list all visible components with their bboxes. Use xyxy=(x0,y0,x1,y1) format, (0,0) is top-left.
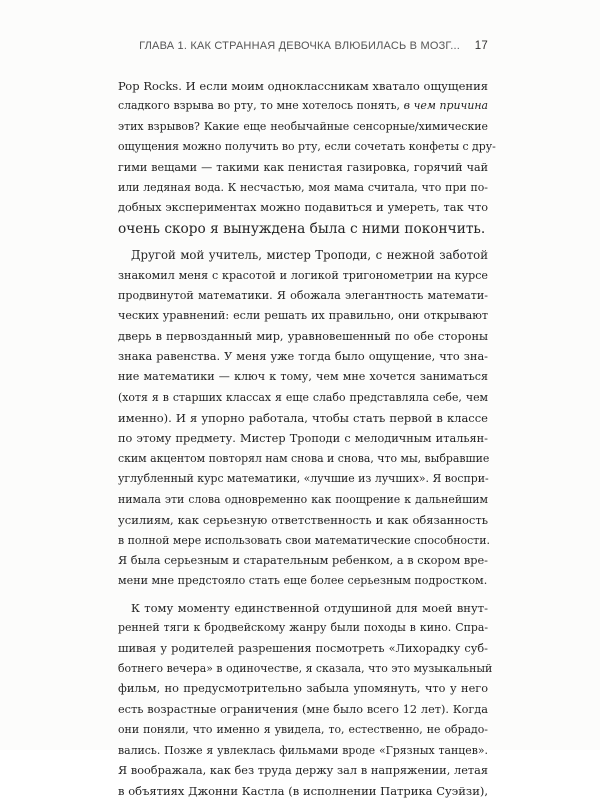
text-line: по этому предмету. Мистер Троподи с мелодичным итальян- xyxy=(118,431,488,445)
text-fragment: сладкого взрыва во рту, то мне хотелось понять, xyxy=(118,99,404,113)
text-line xyxy=(118,96,488,116)
text-line: они поняли, что именно я увидела, то, естественно, не обрадо- xyxy=(118,723,488,737)
text-line: ским акцентом повторял нам снова и снова, что мы, выбравшие xyxy=(118,452,490,466)
page-number: 17 xyxy=(474,40,488,52)
text-line: фильм, но предусмотрительно забыла упомянуть, что у него xyxy=(118,682,488,696)
text-line: ботнего вечера» в одиночестве, я сказала, что это музыкальный xyxy=(118,661,493,675)
text-line: знакомил меня с красотой и логикой тригонометрии на курсе xyxy=(118,268,488,282)
text-line: усилиям, как серьезную ответственность и как обязанность xyxy=(118,513,488,528)
text-line: вались. Позже я увлеклась фильмами вроде «Грязных танцев». xyxy=(118,743,488,757)
text-line: нимала эти слова одновременно как поощрение к дальнейшим xyxy=(118,492,488,506)
text-line: в полной мере использовать свои математические способности. xyxy=(118,533,490,547)
text-line: ощущения можно получить во рту, если сочетать конфеты с дру- xyxy=(118,140,496,154)
text-line: К тому моменту единственной отдушиной для моей внут- xyxy=(131,600,488,615)
text-line: мени мне предстояло стать еще более серьезным подростком. xyxy=(118,574,488,588)
text-line: ческих уравнений: если решать их правильно, они открывают xyxy=(118,309,488,323)
text-line: углубленный курс математики, «лучшие из лучших». Я воспри- xyxy=(118,472,489,486)
text-line: Я была серьезным и старательным ребенком, а в скором вре- xyxy=(118,553,488,567)
text-line: именно). И я упорно работала, чтобы стать первой в классе xyxy=(118,411,488,426)
text-line: Другой мой учитель, мистер Троподи, с нежной заботой xyxy=(131,248,488,263)
text-line: этих взрывов? Какие еще необычайные сенсорные/химические xyxy=(118,119,488,133)
text-line: ние математики — ключ к тому, чем мне хочется заниматься xyxy=(118,370,488,384)
text-line: Pop Rocks. И если моим одноклассникам хватало ощущения xyxy=(118,79,488,93)
body-text xyxy=(118,76,496,802)
text-line: знака равенства. У меня уже тогда было ощущение, что зна- xyxy=(118,350,488,364)
text-line: (хотя я в старших классах я еще слабо представляла себе, чем xyxy=(118,390,488,404)
text-line: очень скоро я вынуждена была с ними покончить. xyxy=(118,220,486,237)
chapter-title: ГЛАВА 1. КАК СТРАННАЯ ДЕВОЧКА ВЛЮБИЛАСЬ В МОЗГ... xyxy=(139,40,460,52)
text-line: или ледяная вода. К несчастью, моя мама считала, что при по- xyxy=(118,180,488,194)
emphasis: в чем причина xyxy=(403,99,489,113)
text-line: дверь в первозданный мир, уравновешенный по обе стороны xyxy=(118,329,488,343)
text-line: добных экспериментах можно подавиться и умереть, так что xyxy=(118,201,488,215)
text-line: гими вещами — такими как пенистая газировка, горячий чай xyxy=(118,160,488,174)
text-line: есть возрастные ограничения (мне было всего 12 лет). Когда xyxy=(118,702,488,716)
text-line: Я воображала, как без труда держу зал в напряжении, летая xyxy=(118,763,488,777)
text-line: шивая у родителей разрешения посмотреть «Лихорадку суб- xyxy=(118,641,488,655)
text-line: продвинутой математики. Я обожала элегантность математи- xyxy=(118,288,488,302)
running-header xyxy=(118,40,488,60)
text-line: в объятиях Джонни Кастла (в исполнении Патрика Суэйзи), xyxy=(118,784,488,799)
text-line: ренней тяги к бродвейскому жанру были походы в кино. Спра- xyxy=(118,621,488,635)
